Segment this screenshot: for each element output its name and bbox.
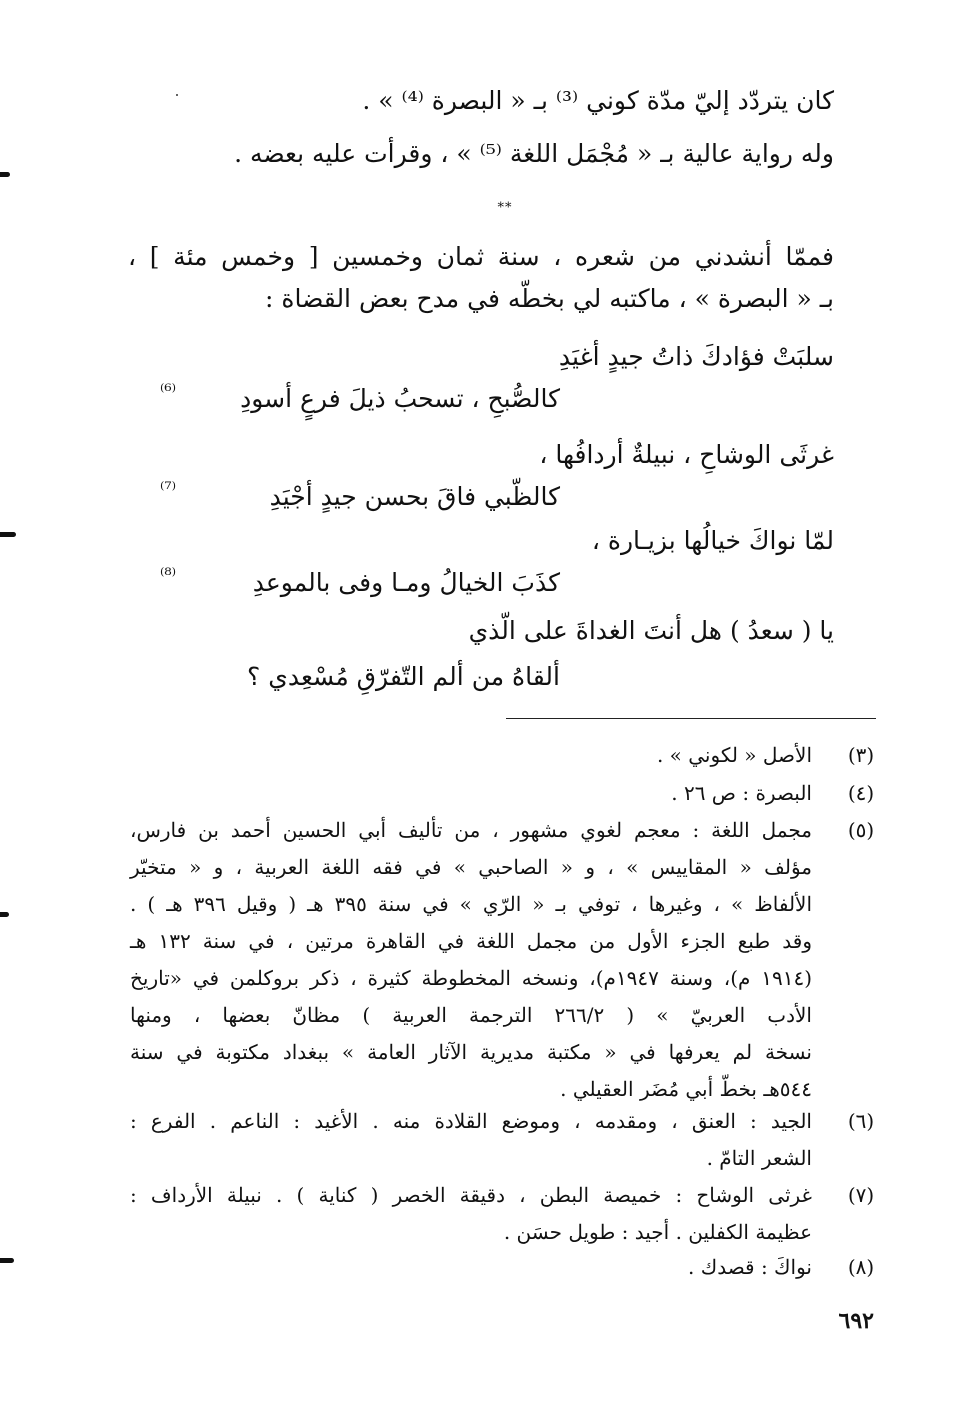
poem-verse-2: كالصُّبحِ ، تسحبُ ذيلَ فرعٍ أسودِ (240, 384, 560, 413)
margin-mark (0, 1258, 14, 1263)
footnote-number: (٧) (847, 1183, 875, 1207)
footnote-number: (٤) (847, 781, 875, 805)
footnote-number: (٥) (847, 818, 875, 842)
poem-verse-6: كذَبَ الخيالُ ومـا وفى بالموعدِ (252, 568, 560, 597)
poem-verse-8: ألقاهُ من ألم التّفرّقِ مُسْعِدي ؟ (247, 662, 560, 691)
footnote-text: الأدب العربيّ » ( ٢٦٦/٢ الترجمة العربية ) مظانّ بعضها ، ومنها (130, 1003, 812, 1027)
margin-mark (0, 172, 10, 177)
margin-mark (0, 912, 9, 917)
footnote-number: (٦) (847, 1109, 875, 1133)
page-number: ٦٩٢ (838, 1308, 874, 1334)
footnote-text: نسخة لم يعرفها في « مكتبة مديرية الآثار العامة » ببغداد مكتوبة في سنة (130, 1040, 812, 1064)
footnote-ref: ⁽⁷⁾ (160, 479, 177, 500)
footnote-text: عظيمة الكفلين . أجيد : طويل حسَن . (503, 1220, 812, 1244)
poem-verse-3: غرثَى الوشاحِ ، نبيلةٌ أردافُها ، (539, 440, 834, 469)
separator-asterisks: ⁎⁎ (497, 196, 513, 211)
footnote-text: نواكَ : قصدك . (688, 1255, 812, 1279)
scan-speck (176, 94, 178, 96)
footnote-number: (٨) (847, 1255, 875, 1279)
footnote-text: وقد طبع الجزء الأول من مجمل اللغة في القاهرة مرتين ، في سنة ١٣٢ هـ (130, 929, 813, 953)
poem-verse-7: يا ( سعدُ ) هل أنتَ الغداةَ على الّذي (468, 616, 834, 645)
margin-mark (0, 532, 16, 537)
paragraph-line-2: بـ « البصرة » ، ماكتبه لي بخطّه في مدح بعض القضاة : (265, 284, 834, 313)
footnote-text: مؤلف « المقاييس » ، و « الصاحبي » في فقه اللغة العربية ، و « متخيّر (130, 855, 812, 879)
footnote-text: الشعر التامّ . (706, 1146, 812, 1170)
footnote-text: مجمل اللغة : معجم لغوي مشهور ، من تأليف أبي الحسين أحمد بن فارس، (130, 818, 812, 842)
poem-verse-1: سلبَتْ فؤادكَ ذاتُ جيدٍ أغيَدِ (558, 342, 834, 371)
footnote-text: الجيد : العنق ، ومقدمه ، وموضع القلادة منه . الأغيد : الناعم . الفرع : (130, 1109, 812, 1133)
poem-verse-4: كالظّبي فاقَ بحسن جيدٍ أجْيَدِ (269, 482, 560, 511)
footnote-ref: ⁽⁸⁾ (160, 565, 177, 586)
footnote-text: الألفاظ » ، وغيرها ، توفي بـ « الرّي » في سنة ٣٩٥ هـ ( وقيل ٣٩٦ هـ ) . (130, 892, 813, 916)
footnote-text: (١٩١٤ م)، وسنة ١٩٤٧م)، ونسخه المخطوطة كثيرة ، ذكر بروكلمن في «تاريخ (130, 966, 812, 990)
footnote-text: ٥٤٤هـ بخطّ أبي مُضَر العقيلي . (560, 1077, 812, 1101)
poem-verse-5: لمّا نواكَ خيالُها بزيـارة ، (591, 526, 834, 555)
footnote-number: (٣) (847, 743, 875, 767)
footnote-ref: ⁽⁶⁾ (160, 381, 177, 402)
footnote-text: الأصل « لكوني » . (656, 743, 812, 767)
footnote-text: البصرة : ص ٢٦ . (671, 781, 812, 805)
intro-line-2: وله رواية عالية بـ « مُجْمَل اللغة ⁽⁵⁾ » ، وقرأت عليه بعضه . (234, 139, 834, 168)
footnote-text: غرثى الوشاح : خميصة البطن ، دقيقة الخصر ( كناية ) . نبيلة الأرداف : (130, 1183, 812, 1207)
footnote-divider (506, 718, 876, 719)
intro-line-1: كان يتردّد إليّ مدّة كوني ⁽³⁾ بـ « البصرة ⁽⁴⁾ » . (362, 86, 834, 115)
paragraph-line-1: فممّا أنشدني من شعره ، سنة ثمان وخمسين [ وخمس مئة ] ، (128, 242, 834, 271)
